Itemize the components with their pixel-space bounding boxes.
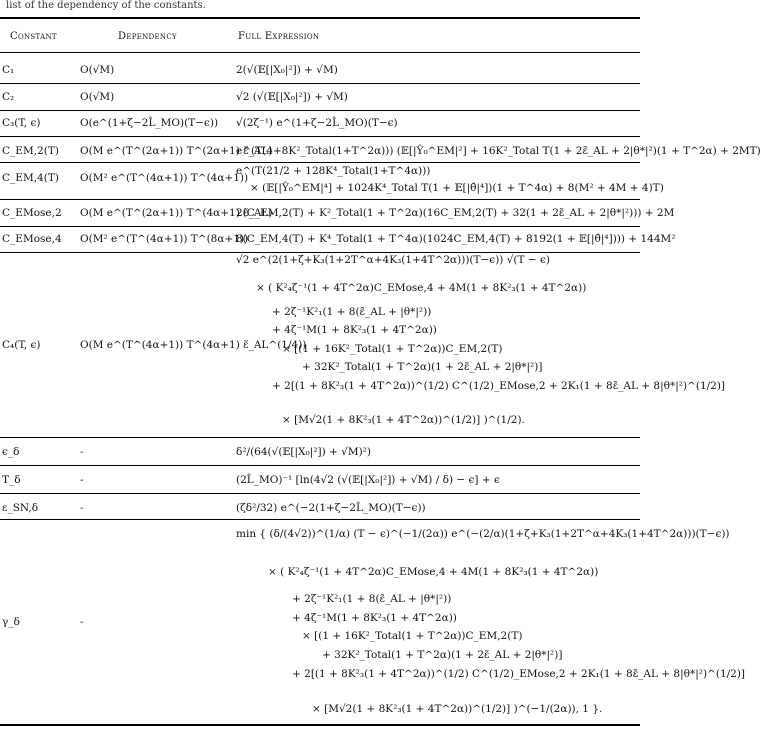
row-expression-cont: + 4ζ⁻¹M(1 + 8K²₃(1 + 4T^2α)) [292, 612, 457, 624]
row-constant: C₂ [2, 91, 15, 103]
row-dependency: O(√M) [80, 91, 115, 103]
row-expression-cont: + 2ζ⁻¹K²₁(1 + 8(ε̃_AL + |θ*|²)) [292, 593, 452, 605]
row-constant: C₁ [2, 64, 15, 76]
row-expression-cont: × ( K²₄ζ⁻¹(1 + 4T^2α)C_EMose,4 + 4M(1 + 8K²₃(1 + 4T^2α)) [268, 566, 599, 578]
row-expression-cont: + 32K²_Total(1 + T^2α)(1 + 2ε̃_AL + 2|θ*|²)] [322, 649, 563, 661]
row-constant: ε_SN,δ [2, 502, 39, 514]
row-expression: √2 (√(𝔼[|X₀|²]) + √M) [236, 91, 348, 103]
header-full-expression: Full Expression [238, 31, 320, 42]
row-divider [0, 465, 640, 466]
row-constant: C₃(T, ϵ) [2, 117, 41, 129]
row-expression-cont: × (𝔼[|Ŷ₀^EM|⁴] + 1024K⁴_Total T(1 + 𝔼[|θ̂|⁴])(1 + T^4α) + 8(M² + 4M + 4)T) [250, 182, 664, 194]
row-constant: γ_δ [2, 616, 20, 628]
row-expression-cont: + 2[(1 + 8K²₃(1 + 4T^2α))^(1/2) C^(1/2)_EMose,2 + 2K₁(1 + 8ε̃_AL + 8|θ*|²)^(1/2)] [272, 380, 726, 392]
row-divider [0, 519, 640, 520]
row-constant: T_δ [2, 474, 21, 486]
row-expression: min { (δ/(4√2))^(1/α) (T − ϵ)^(−1/(2α)) e^(−(2/α)(1+ζ+K₃(1+2T^α+4K₃(1+4T^2α)))(T−ϵ)) [236, 528, 730, 540]
row-dependency: O(M e^(T^(4α+1)) T^(4α+1) ε̃_AL^(1/4)) [80, 339, 307, 351]
row-constant: ϵ_δ [2, 446, 20, 458]
row-dependency: - [80, 616, 84, 628]
row-dependency: - [80, 474, 84, 486]
row-expression: 2(√(𝔼[|X₀|²]) + √M) [236, 64, 338, 76]
row-expression: √(2ζ⁻¹) e^(1+ζ−2L̂_MO)(T−ϵ) [236, 117, 398, 129]
row-expression-cont: × ( K²₄ζ⁻¹(1 + 4T^2α)C_EMose,4 + 4M(1 + 8K²₃(1 + 4T^2α)) [256, 282, 587, 294]
header-dependency: Dependency [118, 31, 177, 42]
row-constant: C₄(T, ϵ) [2, 339, 41, 351]
header-constant: Constant [10, 31, 57, 42]
header-rule [0, 52, 640, 53]
bottom-rule [0, 724, 640, 726]
row-dependency: - [80, 502, 84, 514]
row-dependency: O(M² e^(T^(4α+1)) T^(8α+1)) [80, 233, 249, 245]
row-divider [0, 493, 640, 494]
row-expression: 8(C_EM,4(T) + K⁴_Total(1 + T^4α)(1024C_EM,4(T) + 8192(1 + 𝔼[|θ̂|⁴]))) + 144M² [236, 233, 676, 245]
row-expression-cont: × [M√2(1 + 8K²₃(1 + 4T^2α))^(1/2)] )^(−1/(2α)), 1 }. [312, 703, 603, 715]
row-expression-cont: + 4ζ⁻¹M(1 + 8K²₃(1 + 4T^2α)) [272, 324, 437, 336]
row-constant: C_EMose,2 [2, 207, 62, 219]
row-expression: e^(T(4+8K²_Total(1+T^2α))) (𝔼[|Ŷ₀^EM|²] + 16K²_Total T(1 + 2ε̃_AL + 2|θ*|²)(1 + T^2α) + 2MT) [236, 145, 761, 157]
row-divider [0, 110, 640, 111]
row-expression-cont: × [(1 + 16K²_Total(1 + T^2α))C_EM,2(T) [282, 343, 503, 355]
row-divider [0, 199, 640, 200]
top-rule [0, 17, 640, 19]
row-expression-cont: + 2[(1 + 8K²₃(1 + 4T^2α))^(1/2) C^(1/2)_EMose,2 + 2K₁(1 + 8ε̃_AL + 8|θ*|²)^(1/2)] [292, 668, 746, 680]
row-expression: e^(T(21/2 + 128K⁴_Total(1+T^4α))) [236, 165, 431, 177]
row-expression-cont: × [(1 + 16K²_Total(1 + T^2α))C_EM,2(T) [302, 630, 523, 642]
row-constant: C_EM,4(T) [2, 172, 59, 184]
row-dependency: O(√M) [80, 64, 115, 76]
row-expression-cont: + 32K²_Total(1 + T^2α)(1 + 2ε̃_AL + 2|θ*|²)] [302, 361, 543, 373]
row-expression: (ζδ²/32) e^(−2(1+ζ−2L̂_MO)(T−ϵ)) [236, 502, 426, 514]
row-expression: δ²/(64(√(𝔼[|X₀|²]) + √M)²) [236, 446, 371, 458]
row-constant: C_EM,2(T) [2, 145, 59, 157]
row-dependency: O(M e^(T^(2α+1)) T^(2α+1) ε̃_AL) [80, 145, 273, 157]
table-caption: list of the dependency of the constants. [6, 0, 206, 11]
row-divider [0, 226, 640, 227]
row-divider [0, 162, 640, 163]
row-expression: 2(C_EM,2(T) + K²_Total(1 + T^2α)(16C_EM,2(T) + 32(1 + 2ε̃_AL + 2|θ*|²))) + 2M [236, 207, 675, 219]
row-dependency: - [80, 446, 84, 458]
row-divider [0, 83, 640, 84]
row-divider [0, 437, 640, 438]
row-expression: (2L̂_MO)⁻¹ [ln(4√2 (√(𝔼[|X₀|²]) + √M) / δ) − ϵ] + ϵ [236, 474, 500, 486]
row-expression-cont: + 2ζ⁻¹K²₁(1 + 8(ε̃_AL + |θ*|²)) [272, 306, 432, 318]
row-dependency: O(M e^(T^(2α+1)) T^(4α+1) ε̃_AL) [80, 207, 273, 219]
row-expression-cont: × [M√2(1 + 8K²₃(1 + 4T^2α))^(1/2)] )^(1/2). [282, 414, 525, 426]
row-dependency: O(M² e^(T^(4α+1)) T^(4α+1)) [80, 172, 249, 184]
row-dependency: O(e^(1+ζ−2L̂_MO)(T−ϵ)) [80, 117, 219, 129]
row-divider [0, 252, 640, 253]
row-divider [0, 136, 640, 137]
row-constant: C_EMose,4 [2, 233, 62, 245]
row-expression: √2 e^(2(1+ζ+K₃(1+2T^α+4K₃(1+4T^2α)))(T−ϵ)) √(T − ϵ) [236, 254, 550, 266]
